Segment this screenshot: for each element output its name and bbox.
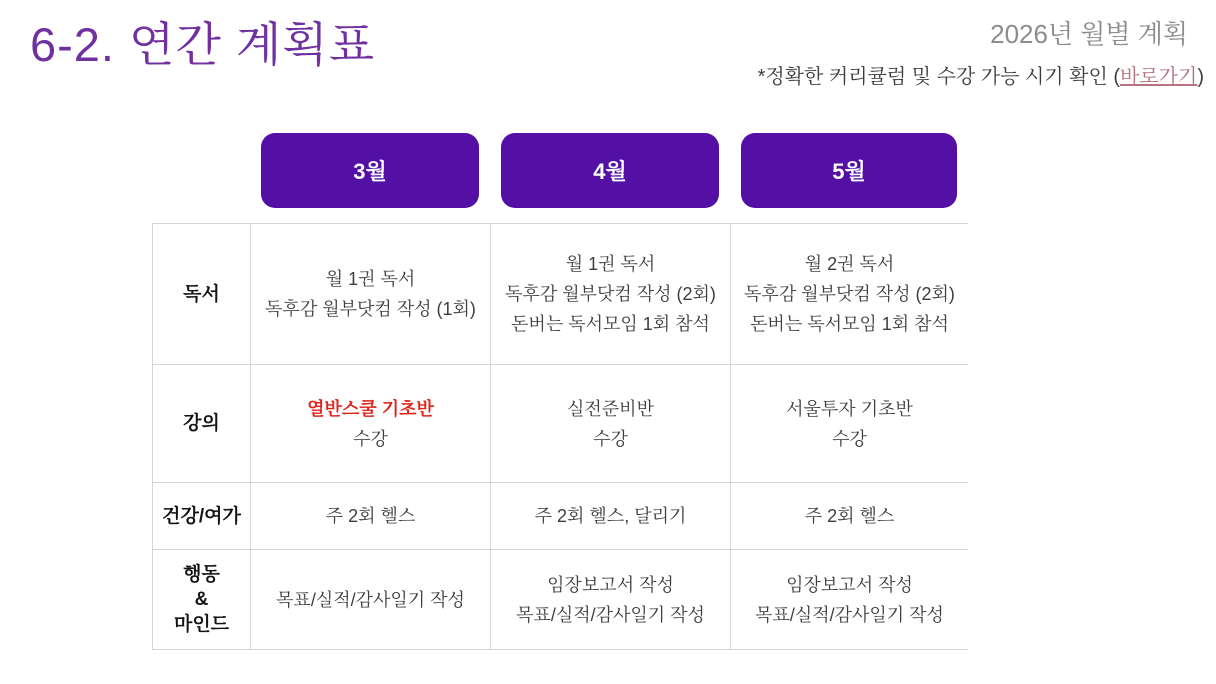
plan-line: 주 2회 헬스	[325, 506, 416, 526]
plan-cell-health-april	[490, 482, 730, 549]
plan-cell-reading-march	[250, 223, 490, 364]
plan-line: 주 2회 헬스	[804, 506, 895, 526]
row-label-line: 강의	[183, 413, 220, 434]
plan-cell-mind-may	[730, 549, 968, 650]
annual-plan-table	[152, 133, 968, 650]
plan-line: 독후감 월부닷컴 작성 (1회)	[265, 299, 476, 319]
plan-line: 임장보고서 작성	[786, 574, 913, 595]
plan-line: 돈버는 독서모임 1회 참석	[750, 314, 949, 334]
plan-period-label: 2026년 월별 계획	[990, 19, 1188, 49]
plan-line: 목표/실적/감사일기 작성	[755, 604, 944, 625]
plan-line: 수강	[593, 428, 628, 449]
plan-line-highlight: 열반스쿨 기초반	[307, 398, 434, 419]
plan-cell-health-may	[730, 482, 968, 549]
row-label-reading	[152, 223, 250, 364]
row-label-line: &	[194, 589, 209, 610]
plan-line: 서울투자 기초반	[786, 398, 913, 419]
plan-line: 독후감 월부닷컴 작성 (2회)	[505, 284, 716, 304]
row-label-mind	[152, 549, 250, 650]
plan-line: 목표/실적/감사일기 작성	[516, 604, 705, 625]
row-label-line: 마인드	[173, 614, 230, 635]
month-header-march: 3월	[261, 133, 479, 208]
plan-line: 수강	[353, 428, 388, 449]
plan-cell-mind-april	[490, 549, 730, 650]
plan-line: 임장보고서 작성	[547, 574, 674, 595]
table-corner	[152, 133, 250, 223]
curriculum-note-text: *정확한 커리큘럼 및 수강 가능 시기 확인 (	[757, 66, 1121, 88]
plan-line: 주 2회 헬스, 달리기	[534, 506, 687, 526]
header-right	[758, 14, 1204, 89]
plan-cell-lecture-april	[490, 364, 730, 482]
month-header-may: 5월	[741, 133, 957, 208]
plan-cell-reading-april	[490, 223, 730, 364]
plan-cell-lecture-may	[730, 364, 968, 482]
row-label-line: 독서	[183, 283, 220, 305]
plan-line: 돈버는 독서모임 1회 참석	[511, 314, 710, 334]
curriculum-note-close: )	[1197, 66, 1204, 88]
plan-line: 실전준비반	[567, 398, 654, 419]
row-label-line: 건강/여가	[162, 505, 241, 527]
row-label-line: 행동	[183, 564, 220, 585]
plan-line: 월 2권 독서	[804, 254, 895, 274]
curriculum-note	[758, 60, 1204, 89]
plan-cell-mind-march	[250, 549, 490, 650]
plan-line: 목표/실적/감사일기 작성	[276, 589, 465, 610]
plan-line: 월 1권 독서	[565, 254, 656, 274]
month-header-april: 4월	[501, 133, 719, 208]
page-title: 6-2. 연간 계획표	[30, 18, 376, 71]
row-label-health	[152, 482, 250, 549]
quick-link[interactable]: 바로가기	[1120, 66, 1198, 88]
plan-cell-reading-may	[730, 223, 968, 364]
plan-cell-health-march	[250, 482, 490, 549]
row-label-lecture	[152, 364, 250, 482]
plan-cell-lecture-march	[250, 364, 490, 482]
plan-line: 월 1권 독서	[325, 269, 416, 289]
plan-line: 수강	[832, 428, 867, 449]
plan-line: 독후감 월부닷컴 작성 (2회)	[744, 284, 955, 304]
